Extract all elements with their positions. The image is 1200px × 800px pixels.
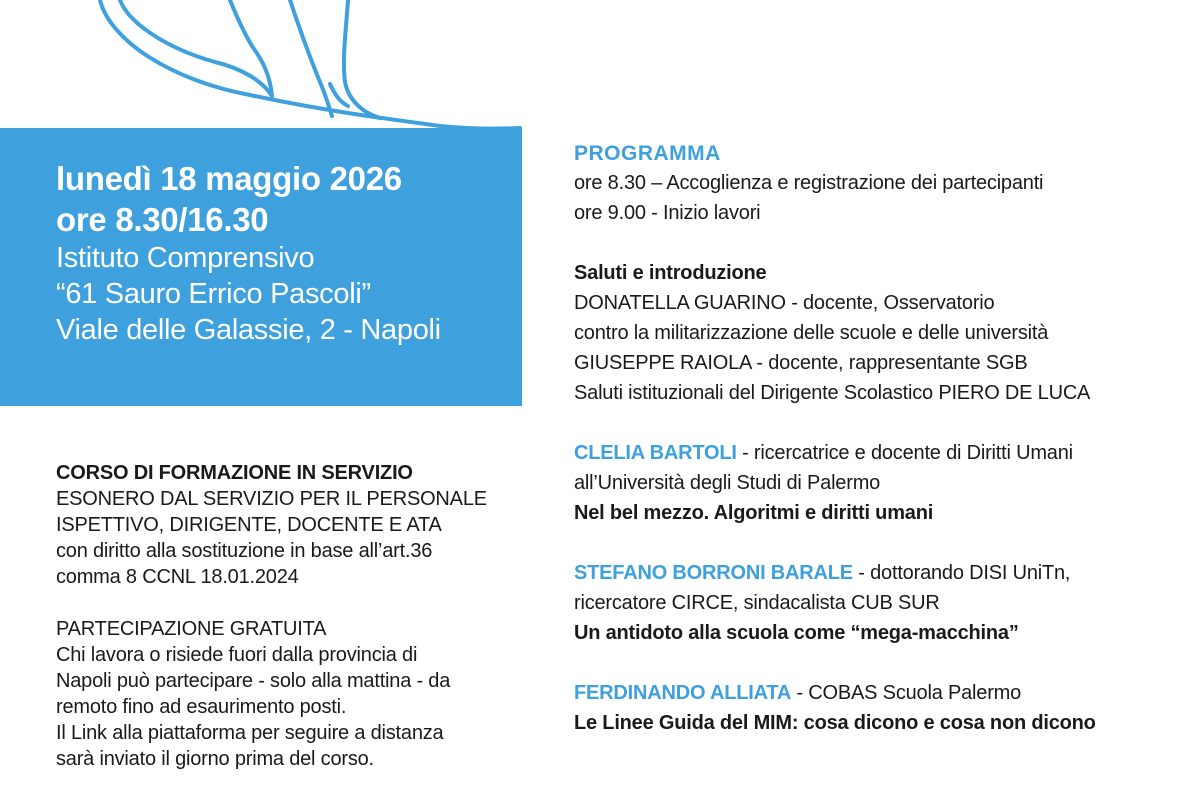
talk-title: Nel bel mezzo. Algoritmi e diritti umani [574, 502, 934, 524]
speaker-role: - COBAS Scuola Palermo [791, 682, 1022, 704]
participation-line: Chi lavora o risiede fuori dalla provincia di [56, 644, 418, 666]
speaker-role: - dottorando DISI UniTn, [852, 562, 1071, 584]
schedule-line: ore 8.30 – Accoglienza e registrazione dei partecipanti [574, 172, 1044, 194]
event-date: lunedì 18 maggio 2026 [56, 160, 402, 197]
program [574, 140, 1184, 738]
course-line: con diritto alla sostituzione in base all’art.36 [56, 540, 433, 562]
spacer [574, 228, 1184, 258]
venue-line: “61 Sauro Errico Pascoli” [56, 278, 371, 310]
talk-title: Un antidoto alla scuola come “mega-macchina” [574, 622, 1019, 644]
participation-line: sarà inviato il giorno prima del corso. [56, 748, 374, 770]
event-info-box [0, 128, 522, 406]
speaker-name: CLELIA BARTOLI [574, 442, 737, 464]
participation-line: Il Link alla piattaforma per seguire a distanza [56, 722, 444, 744]
heart-figures-logo [0, 0, 600, 140]
greetings-title: Saluti e introduzione [574, 262, 767, 284]
spacer [574, 648, 1184, 678]
greetings-line: DONATELLA GUARINO - docente, Osservatorio [574, 292, 995, 314]
spacer [574, 408, 1184, 438]
schedule-line: ore 9.00 - Inizio lavori [574, 202, 761, 224]
speaker-name: STEFANO BORRONI BARALE [574, 562, 853, 584]
greetings-line: GIUSEPPE RAIOLA - docente, rappresentante SGB [574, 352, 1028, 374]
speaker-line [574, 558, 1184, 588]
course-line: ISPETTIVO, DIRIGENTE, DOCENTE E ATA [56, 514, 442, 536]
spacer [574, 528, 1184, 558]
speaker-role: - ricercatrice e docente di Diritti Umani [736, 442, 1073, 464]
speaker-role-cont: ricercatore CIRCE, sindacalista CUB SUR [574, 592, 940, 614]
course-info [56, 460, 526, 772]
greetings-line: contro la militarizzazione delle scuole e delle università [574, 322, 1049, 344]
speaker-name: FERDINANDO ALLIATA [574, 682, 792, 704]
course-line: comma 8 CCNL 18.01.2024 [56, 566, 299, 588]
participation-title: PARTECIPAZIONE GRATUITA [56, 618, 327, 640]
program-heading: PROGRAMMA [574, 142, 721, 165]
course-line: ESONERO DAL SERVIZIO PER IL PERSONALE [56, 488, 487, 510]
spacer [56, 590, 526, 616]
venue-line: Viale delle Galassie, 2 - Napoli [56, 314, 441, 346]
venue-line: Istituto Comprensivo [56, 242, 315, 274]
speaker-line [574, 678, 1184, 708]
speaker-line [574, 438, 1184, 468]
greetings-line: Saluti istituzionali del Dirigente Scolastico PIERO DE LUCA [574, 382, 1091, 404]
course-title: CORSO DI FORMAZIONE IN SERVIZIO [56, 462, 413, 484]
talk-title: Le Linee Guida del MIM: cosa dicono e cosa non dicono [574, 712, 1096, 734]
event-time: ore 8.30/16.30 [56, 201, 269, 238]
participation-line: remoto fino ad esaurimento posti. [56, 696, 347, 718]
participation-line: Napoli può partecipare - solo alla mattina - da [56, 670, 451, 692]
speaker-role-cont: all’Università degli Studi di Palermo [574, 472, 881, 494]
